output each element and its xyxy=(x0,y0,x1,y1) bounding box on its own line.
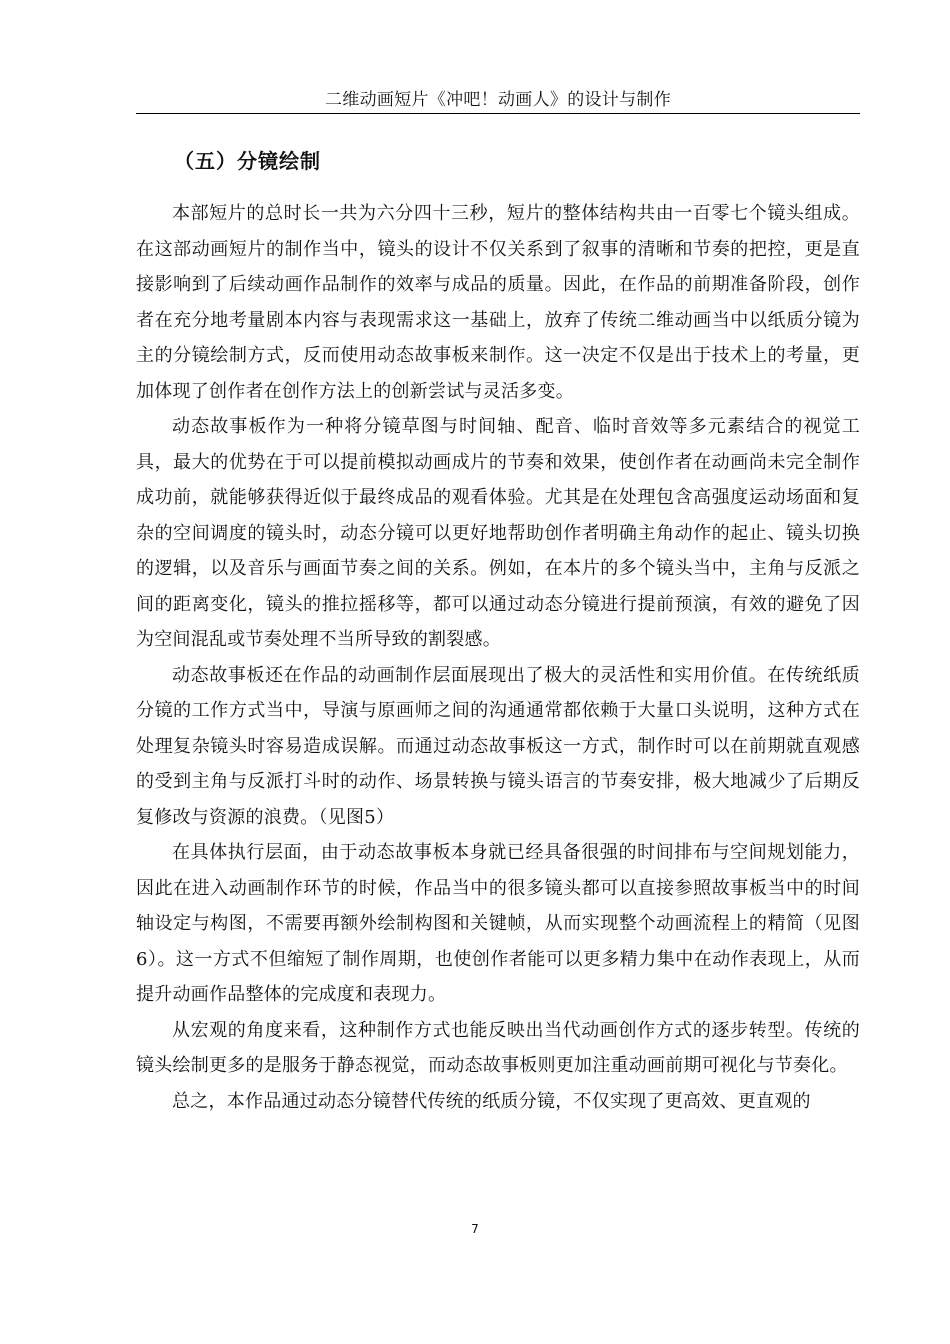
page-header: 二维动画短片《冲吧！动画人》的设计与制作 xyxy=(325,90,671,110)
body-text xyxy=(136,196,860,1119)
paragraph: 从宏观的角度来看，这种制作方式也能反映出当代动画创作方式的逐步转型。传统的镜头绘制更多的是服务于静态视觉，而动态故事板则更加注重动画前期可视化与节奏化。 xyxy=(136,1019,860,1076)
paragraph: 动态故事板作为一种将分镜草图与时间轴、配音、临时音效等多元素结合的视觉工具，最大的优势在于可以提前模拟动画成片的节奏和效果，使创作者在动画尚未完全制作成功前，就能够获得近似于最终成品的观看体验。尤其是在处理包含高强度运动场面和复杂的空间调度的镜头时，动态分镜可以更好地帮助创作者明确主角动作的起止、镜头切换的逻辑，以及音乐与画面节奏之间的关系。例如，在本片的多个镜头当中，主角与反派之间的距离变化，镜头的推拉摇移等，都可以通过动态分镜进行提前预演，有效的避免了因为空间混乱或节奏处理不当所导致的割裂感。 xyxy=(136,416,860,650)
page-number: 7 xyxy=(471,1222,479,1236)
paragraph: 总之，本作品通过动态分镜替代传统的纸质分镜，不仅实现了更高效、更直观的 xyxy=(172,1090,811,1112)
header-rule xyxy=(136,113,860,114)
paragraph: 动态故事板还在作品的动画制作层面展现出了极大的灵活性和实用价值。在传统纸质分镜的工作方式当中，导演与原画师之间的沟通通常都依赖于大量口头说明，这种方式在处理复杂镜头时容易造成误解。而通过动态故事板这一方式，制作时可以在前期就直观感的受到主角与反派打斗时的动作、场景转换与镜头语言的节奏安排，极大地减少了后期反复修改与资源的浪费。（见图5） xyxy=(136,664,860,828)
paragraph: 本部短片的总时长一共为六分四十三秒，短片的整体结构共由一百零七个镜头组成。在这部动画短片的制作当中，镜头的设计不仅关系到了叙事的清晰和节奏的把控，更是直接影响到了后续动画作品制作的效率与成品的质量。因此，在作品的前期准备阶段，创作者在充分地考量剧本内容与表现需求这一基础上，放弃了传统二维动画当中以纸质分镜为主的分镜绘制方式，反而使用动态故事板来制作。这一决定不仅是出于技术上的考量，更加体现了创作者在创作方法上的创新尝试与灵活多变。 xyxy=(136,203,860,402)
section-heading: （五）分镜绘制 xyxy=(174,149,321,173)
paragraph: 在具体执行层面，由于动态故事板本身就已经具备很强的时间排布与空间规划能力，因此在进入动画制作环节的时候，作品当中的很多镜头都可以直接参照故事板当中的时间轴设定与构图，不需要再额外绘制构图和关键帧，从而实现整个动画流程上的精简（见图6）。这一方式不但缩短了制作周期，也使创作者能可以更多精力集中在动作表现上，从而提升动画作品整体的完成度和表现力。 xyxy=(136,842,860,1005)
